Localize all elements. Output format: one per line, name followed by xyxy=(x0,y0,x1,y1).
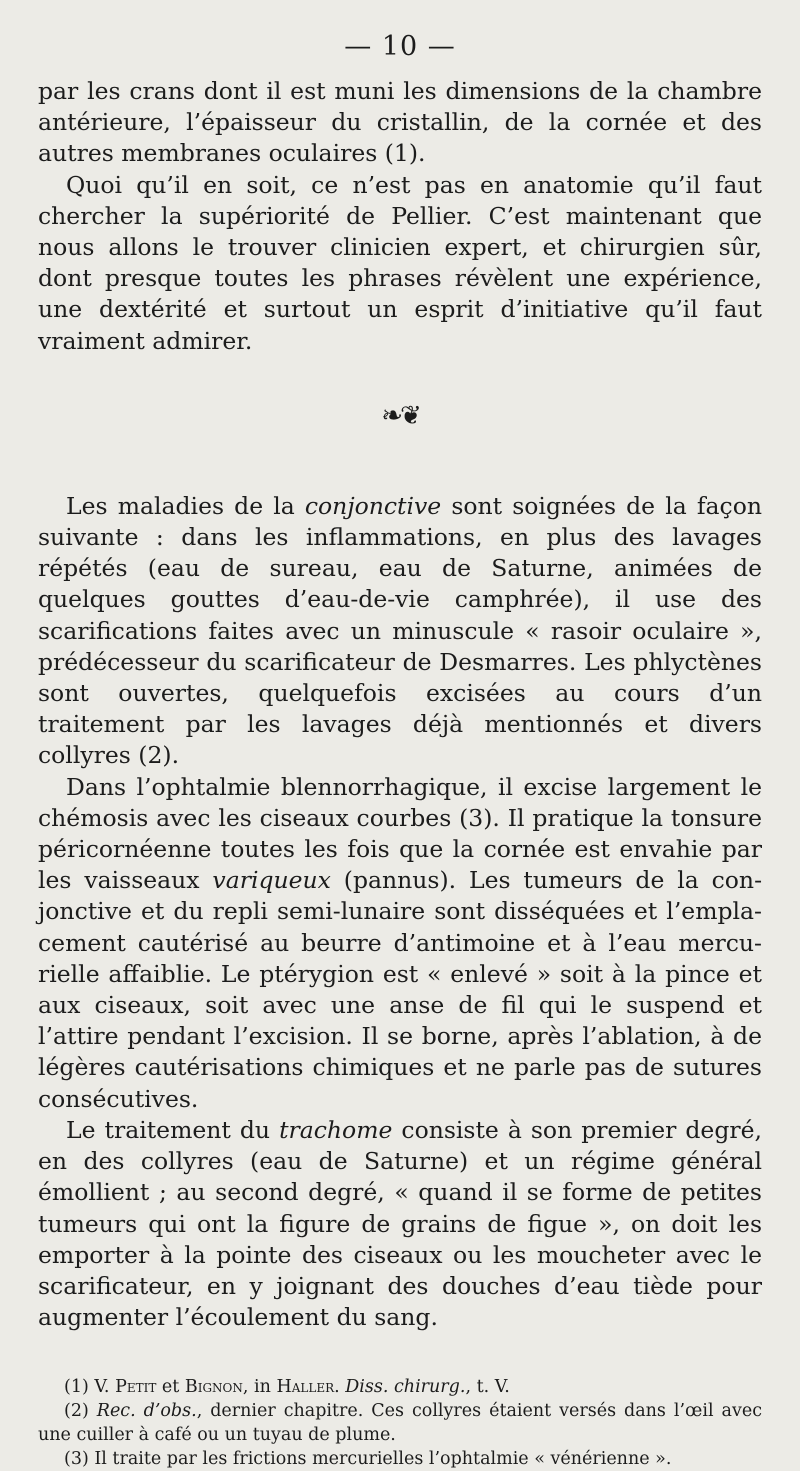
footnotes xyxy=(38,1375,762,1471)
footnote-1 xyxy=(38,1375,762,1399)
text-run: (pannus). Les tumeurs de la conjonctive et du repli semi-lunaire sont disséquées et l’emplacement cautérisé au beurre d’antimoine et à l’eau mercurielle affaiblie. Le ptérygion est « enlevé » soit à la pince et aux ciseaux, soit avec une anse de fil qui le suspend et l’attire pendant l’excision. Il se borne, après l’ablation, à de légères cautérisations chimiques et ne parle pas de sutures consécutives. xyxy=(38,866,763,1113)
paragraph-trachome xyxy=(38,1115,762,1333)
footnote-3: (3) Il traite par les frictions mercurielles l’ophtalmie « vénérienne ». xyxy=(64,1449,672,1470)
page-number: — 10 — xyxy=(344,31,456,62)
section-ornament: ❧❦ xyxy=(381,400,419,431)
text-run: , t. V. xyxy=(465,1377,510,1398)
paragraph-1: par les crans dont il est muni les dimensions de la chambre antérieure, l’épaisseur du cristallin, de la cornée et des autres membranes oculaires (1). xyxy=(38,77,762,168)
footnote-2 xyxy=(38,1399,762,1447)
text-run: consiste à son premier degré, en des collyres (eau de Saturne) et un régime général émollient ; au second degré, « quand il se forme de petites tumeurs qui ont la figure de grains de figue », on doit les emporter à la pointe des ciseaux ou les moucheter avec le scarificateur, en y joignant des douches d’eau tiède pour augmenter l’écoulement du sang. xyxy=(38,1115,762,1332)
author-name: Petit xyxy=(115,1377,157,1398)
paragraph-ophtalmie xyxy=(38,772,762,1115)
author-name: Bignon xyxy=(184,1377,243,1398)
text-run: , dernier chapitre. Ces collyres étaient versés dans l’œil avec une cuiller à café ou un tuyau de plume. xyxy=(38,1401,762,1446)
emphasis: trachome xyxy=(279,1115,393,1144)
text-run: Dans l’ophtalmie blennorrhagique, il excise largement le chémosis avec les ciseaux courbes (3). Il pratique la tonsure péricornéenne toutes les fois que la cornée est envahie par les vaisseaux xyxy=(38,772,762,895)
paragraph-2: Quoi qu’il en soit, ce n’est pas en anatomie qu’il faut chercher la supériorité de Pellier. C’est maintenant que nous allons le trouver clinicien expert, et chirurgien sûr, dont presque toutes les phrases révèlent une expérience, une dextérité et surtout un esprit d’initiative qu’il faut vraiment admirer. xyxy=(38,170,762,355)
author-name: Haller xyxy=(276,1377,335,1398)
footnote-number: (2) xyxy=(64,1401,97,1422)
text-run: . xyxy=(334,1377,346,1398)
work-title: Diss. chirurg. xyxy=(345,1377,466,1398)
text-run: , in xyxy=(242,1377,277,1398)
work-title: Rec. d’obs. xyxy=(96,1401,197,1422)
text-run: et xyxy=(156,1377,185,1398)
emphasis: conjonctive xyxy=(304,491,442,520)
main-text xyxy=(38,491,762,1333)
text-run: Le traitement du xyxy=(66,1115,280,1144)
emphasis: variqueux xyxy=(212,866,331,895)
paragraph-conjonctive xyxy=(38,491,762,772)
text-run: sont soignées de la façon suivante : dans les inflammations, en plus des lavages répétés (eau de sureau, eau de Saturne, animées de quelques gouttes d’eau-de-vie camphrée), il use des scarifications faites avec un minuscule « rasoir oculaire », prédécesseur du scarificateur de Desmarres. Les phlyctènes sont ouvertes, quelquefois excisées au cours d’un traitement par les lavages déjà mentionnés et divers collyres (2). xyxy=(38,491,762,770)
footnote-number: (1) V. xyxy=(64,1377,116,1398)
text-run: Les maladies de la xyxy=(66,491,305,520)
